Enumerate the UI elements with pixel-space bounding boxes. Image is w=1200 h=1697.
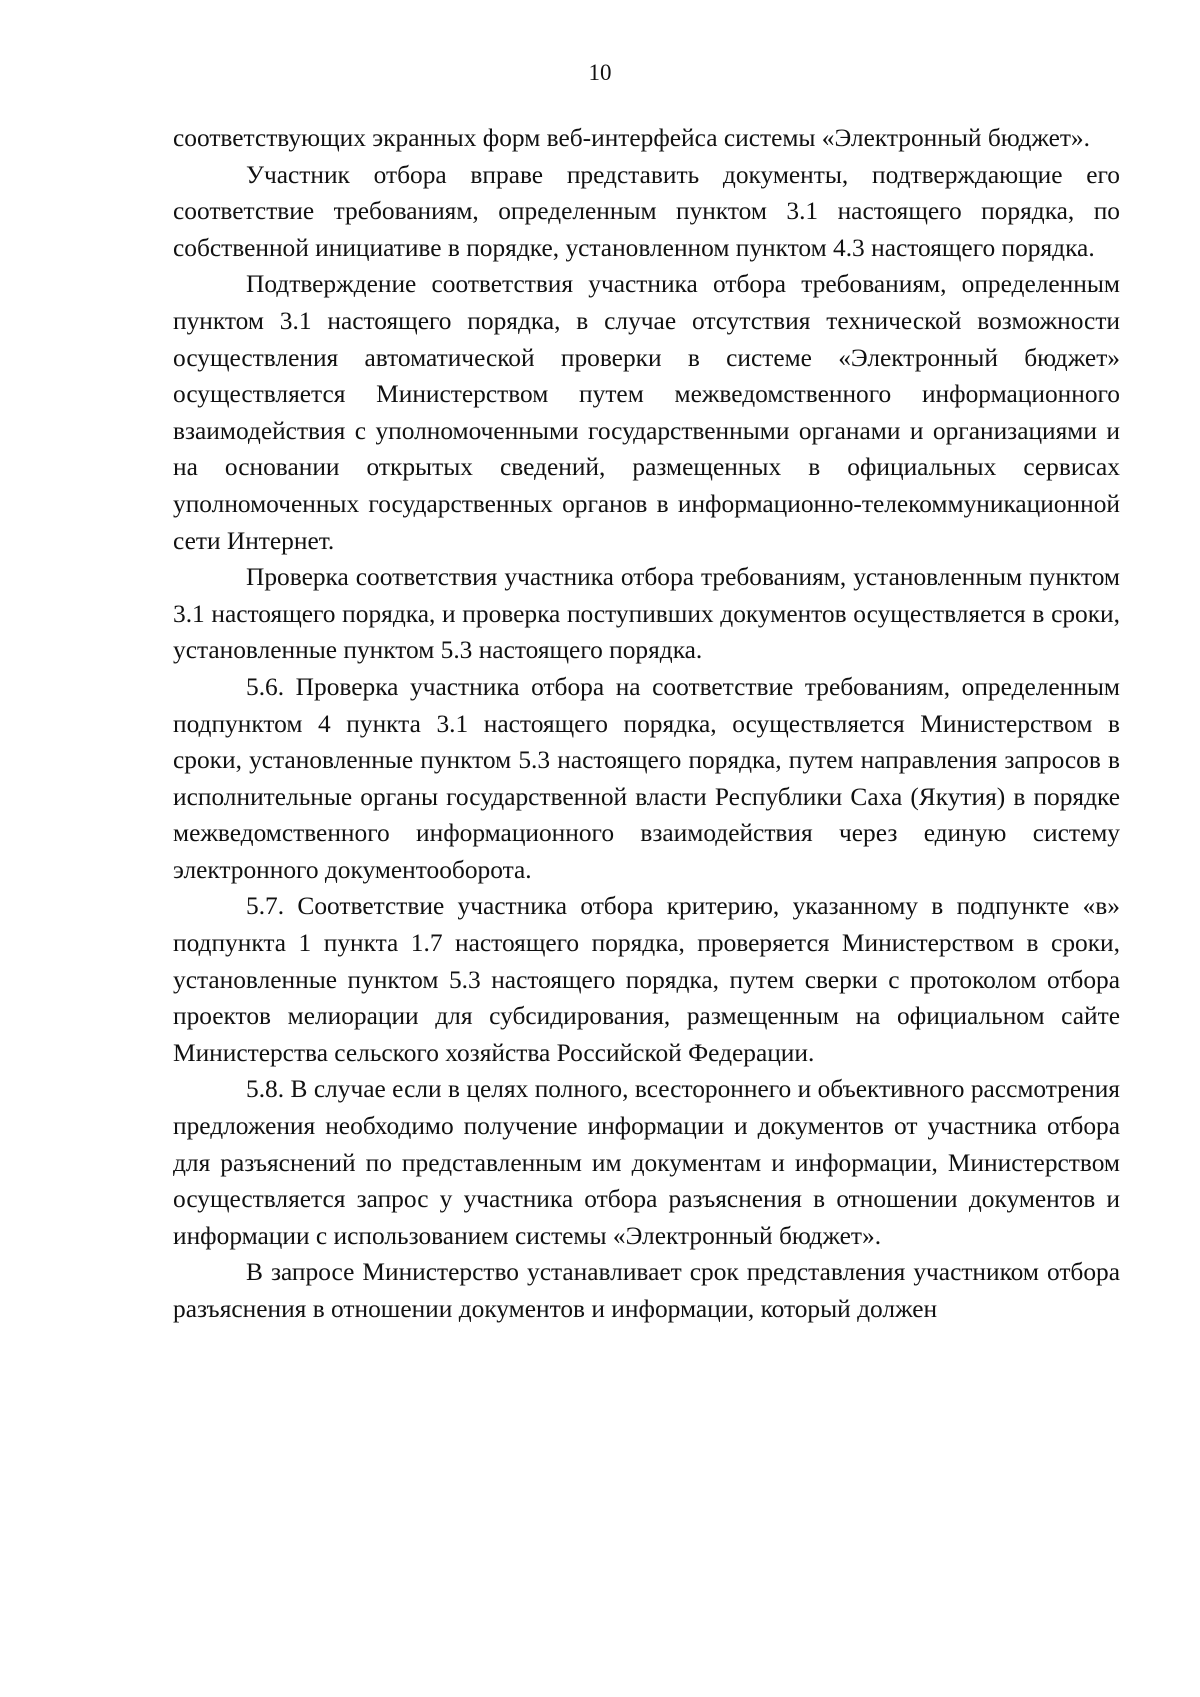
paragraph: Подтверждение соответствия участника отбора требованиям, определенным пунктом 3.1 настоящего порядка, в случае отсутствия технической возможности осуществления автоматической проверки в системе «Электронный бюджет» осуществляется Министерством путем межведомственного информационного взаимодействия с уполномоченными государственными органами и организациями и на основании открытых сведений, размещенных в официальных сервисах уполномоченных государственных органов в информационно-телекоммуникационной сети Интернет. xyxy=(173,270,1120,555)
paragraph: В запросе Министерство устанавливает срок представления участником отбора разъяснения в отношении документов и информации, который должен xyxy=(173,1258,1120,1323)
paragraph-clause-5-6: 5.6. Проверка участника отбора на соответствие требованиям, определенным подпунктом 4 пункта 3.1 настоящего порядка, осуществляется Министерством в сроки, установленные пунктом 5.3 настоящего порядка, путем направления запросов в исполнительные органы государственной власти Республики Саха (Якутия) в порядке межведомственного информационного взаимодействия через единую систему электронного документооборота. xyxy=(173,672,1120,884)
document-body xyxy=(173,120,1120,1328)
paragraph-clause-5-8: 5.8. В случае если в целях полного, всестороннего и объективного рассмотрения предложения необходимо получение информации и документов от участника отбора для разъяснений по представленным им документам и информации, Министерством осуществляется запрос у участника отбора разъяснения в отношении документов и информации с использованием системы «Электронный бюджет». xyxy=(173,1075,1120,1250)
paragraph-clause-5-7: 5.7. Соответствие участника отбора критерию, указанному в подпункте «в» подпункта 1 пункта 1.7 настоящего порядка, проверяется Министерством в сроки, установленные пунктом 5.3 настоящего порядка, путем сверки с протоколом отбора проектов мелиорации для субсидирования, размещенным на официальном сайте Министерства сельского хозяйства Российской Федерации. xyxy=(173,892,1120,1067)
page-number: 10 xyxy=(588,60,612,85)
paragraph-continuation: соответствующих экранных форм веб-интерфейса системы «Электронный бюджет». xyxy=(173,124,1090,152)
paragraph: Участник отбора вправе представить документы, подтверждающие его соответствие требованиям, определенным пунктом 3.1 настоящего порядка, по собственной инициативе в порядке, установленном пунктом 4.3 настоящего порядка. xyxy=(173,160,1120,262)
paragraph: Проверка соответствия участника отбора требованиям, установленным пунктом 3.1 настоящего порядка, и проверка поступивших документов осуществляется в сроки, установленные пунктом 5.3 настоящего порядка. xyxy=(173,563,1120,665)
